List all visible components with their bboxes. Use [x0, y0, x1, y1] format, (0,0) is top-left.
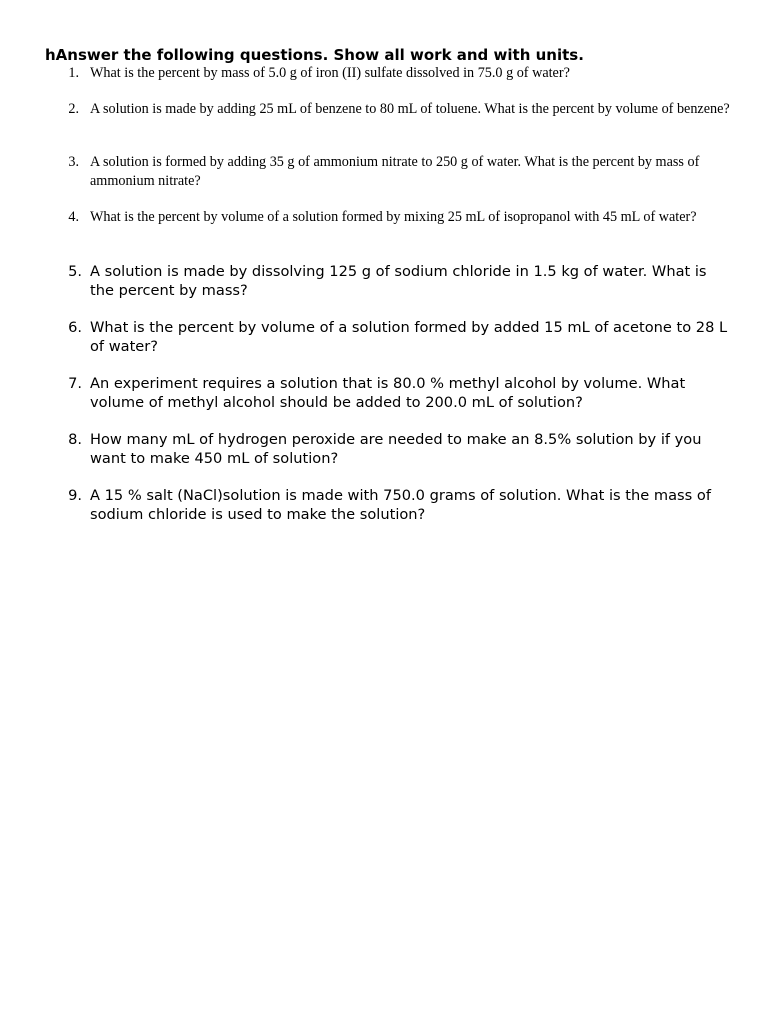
question-text: A solution is formed by adding 35 g of ammonium nitrate to 250 g of water. What is the percent by mass of ammonium nitrate?: [90, 154, 700, 189]
question-number: 3.: [68, 154, 79, 170]
question-text: A solution is made by adding 25 mL of benzene to 80 mL of toluene. What is the percent by volume of benzene?: [90, 101, 730, 117]
question-text: A solution is made by dissolving 125 g of sodium chloride in 1.5 kg of water. What is the percent by mass?: [90, 263, 707, 299]
question-number: 6.: [68, 319, 82, 336]
question-number: 1.: [68, 65, 79, 81]
question-text: An experiment requires a solution that is 80.0 % methyl alcohol by volume. What volume of methyl alcohol should be added to 200.0 mL of solution?: [90, 375, 686, 411]
question-number: 2.: [68, 101, 79, 117]
question-number: 7.: [68, 375, 82, 392]
question-text: What is the percent by volume of a solution formed by added 15 mL of acetone to 28 L of water?: [90, 319, 728, 355]
question-number: 5.: [68, 263, 82, 280]
page-heading: hAnswer the following questions. Show all work and with units.: [45, 46, 584, 64]
question-text: How many mL of hydrogen peroxide are needed to make an 8.5% solution by if you want to make 450 mL of solution?: [90, 431, 702, 467]
question-text: What is the percent by volume of a solution formed by mixing 25 mL of isopropanol with 45 mL of water?: [90, 209, 697, 225]
question-number: 8.: [68, 431, 82, 448]
question-text: What is the percent by mass of 5.0 g of iron (II) sulfate dissolved in 75.0 g of water?: [90, 65, 570, 81]
question-number: 4.: [68, 209, 79, 225]
question-text: A 15 % salt (NaCl)solution is made with 750.0 grams of solution. What is the mass of sodium chloride is used to make the solution?: [90, 487, 711, 523]
question-number: 9.: [68, 487, 82, 504]
